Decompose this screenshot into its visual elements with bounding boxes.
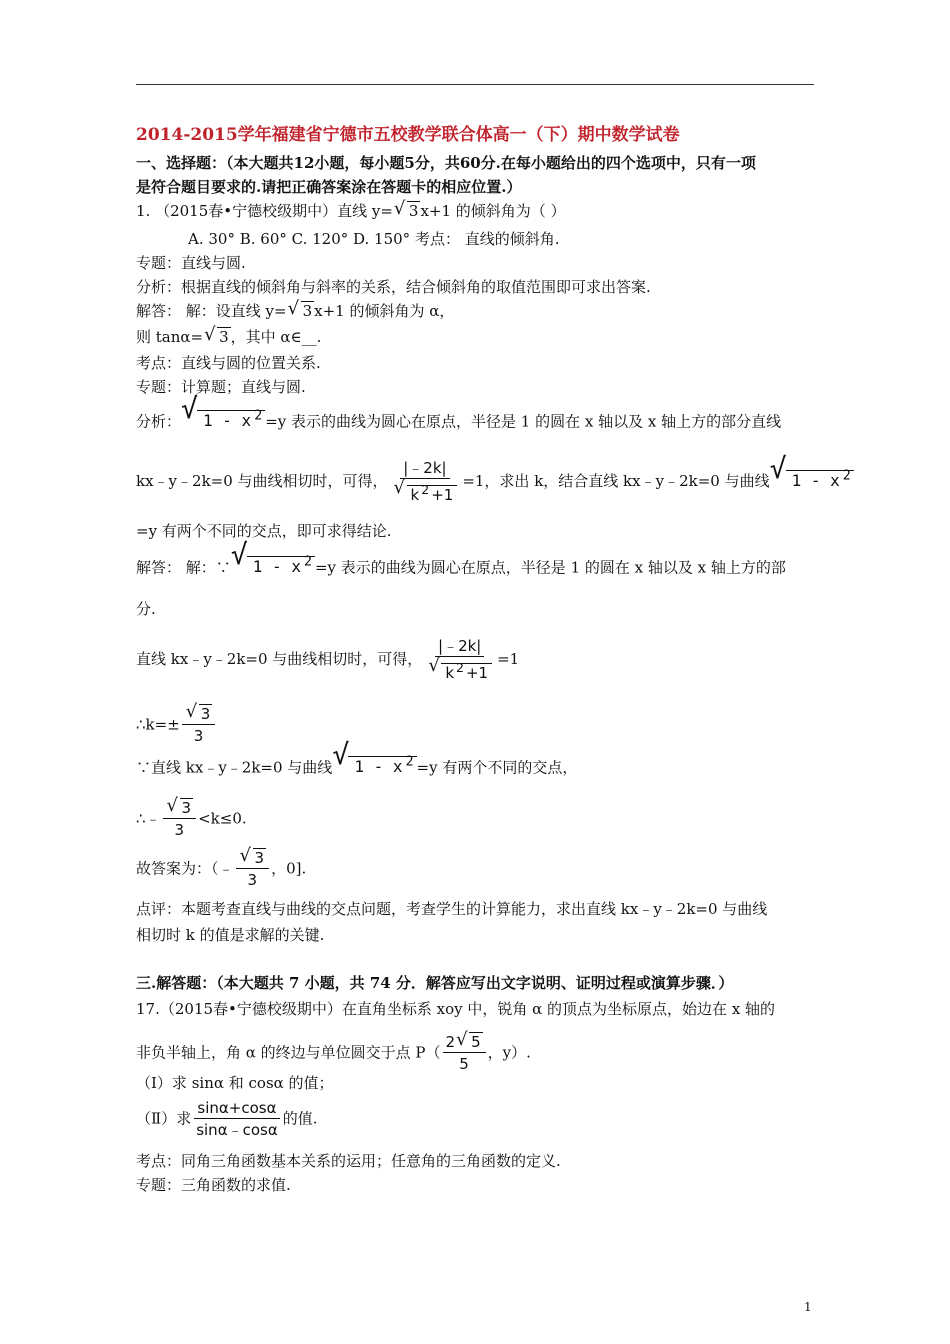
section3-heading: 三.解答题：（本大题共 7 小题，共 74 分．解答应写出文字说明、证明过程或演算步骤．） — [136, 974, 734, 992]
sqrt-1-minus-x2: √ 1 - x $^2$ — [770, 466, 854, 492]
q2-answer: 故答案为：（﹣ √ $\frac{3}{3}$ ，0]. — [136, 848, 306, 891]
q1-options: A. 30° B. 60° C. 120° D. 150° 考点： 直线的倾斜角. — [188, 230, 560, 248]
q2-jieda: 解答： 解：∵√ 1 - x $^2$ =y 表示的曲线为圆心在原点，半径是 1 的圆在 x 轴以及 x 轴上方的部 — [136, 552, 786, 578]
fraction-sqrt3-over-3: √ $\frac{3}{3}$ — [236, 848, 270, 891]
q2-fen: 分. — [136, 600, 156, 618]
q17-line1: 17.（2015春•宁德校级期中）在直角坐标系 xoy 中，锐角 α 的顶点为坐标原点，始边在 x 轴的 — [136, 1000, 776, 1018]
q2-pingyu-line1: 点评：本题考查直线与曲线的交点问题，考查学生的计算能力，求出直线 kx﹣y﹣2k=0 与曲线 — [136, 900, 768, 918]
section1-heading-line2: 是符合题目要求的.请把正确答案涂在答题卡的相应位置.） — [136, 178, 522, 196]
sqrt3: √ 3 — [394, 200, 421, 222]
q2-fenxi-line2: kx﹣y﹣2k=0 与曲线相切时，可得， |﹣2k| √ k $^2$ +1 =1，求出 k，结合直线 kx﹣y﹣2k=0 与曲线√ 1 - x $^2$ — [136, 458, 854, 506]
fraction-sqrt3-over-3: √ $\frac{3}{3}$ — [182, 704, 216, 747]
fraction-sin-cos: $\frac{\sin\alpha+\cos\alpha}{\sin\alpha﹣\cos\alpha}$ — [196, 1099, 278, 1139]
q1-jieda: 解答： 解：设直线 y=√ 3 x+1 的倾斜角为 α， — [136, 300, 454, 322]
page-title: 2014-2015学年福建省宁德市五校教学联合体高一（下）期中数学试卷 — [136, 125, 680, 145]
q17-line2: 非负半轴上，角 α 的终边与单位圆交于点 P（ $\frac{2√ 5}{5}$ ，y）. — [136, 1032, 531, 1075]
sqrt-1-minus-x2: √ 1 - x $^2$ — [231, 552, 315, 578]
sqrt-1-minus-x2: √ 1 - x $^2$ — [181, 406, 265, 432]
q2-because: ∵直线 kx﹣y﹣2k=0 与曲线√ 1 - x $^2$ =y 有两个不同的交点， — [136, 752, 577, 778]
q17-part1: （Ⅰ）求 sinα 和 cosα 的值； — [136, 1074, 334, 1092]
section1-heading-line1: 一、选择题：（本大题共12小题，每小题5分，共60分.在每小题给出的四个选项中，只有一项 — [136, 154, 756, 172]
q17-zhuanti: 专题：三角函数的求值. — [136, 1176, 291, 1194]
q2-fenxi: 分析：√ 1 - x $^2$ =y 表示的曲线为圆心在原点，半径是 1 的圆在 x 轴以及 x 轴上方的部分直线 — [136, 406, 781, 432]
q1-stem-tail: x+1 的倾斜角为（ ） — [420, 202, 566, 220]
q2-zhuanti: 专题：计算题；直线与圆. — [136, 378, 306, 396]
q17-kaodian: 考点：同角三角函数基本关系的运用；任意角的三角函数的定义. — [136, 1152, 561, 1170]
sqrt-1-minus-x2: √ 1 - x $^2$ — [332, 752, 416, 778]
q1-stem — [136, 200, 566, 222]
fraction-2sqrt5-over-5: $\frac{2√ 5}{5}$ — [443, 1032, 486, 1075]
q17-part2: （Ⅱ）求 $\frac{\sin\alpha+\cos\alpha}{\sin\alpha﹣\cos\alpha}$ 的值. — [136, 1099, 318, 1139]
q1-stem-text: 1. （2015春•宁德校级期中）直线 y= — [136, 202, 393, 220]
fraction-tangent: |﹣2k| √ k $^2$ +1 — [390, 458, 461, 506]
q2-k-value: ∴k=± √ $\frac{3}{3}$ — [136, 704, 217, 747]
sqrt3: √ 3 — [204, 326, 231, 348]
fraction-tangent: |﹣2k| √ k $^2$ +1 — [424, 636, 495, 684]
q1-ze: 则 tanα=√ 3 ，其中 α∈__. — [136, 326, 321, 348]
q2-tangent: 直线 kx﹣y﹣2k=0 与曲线相切时，可得， |﹣2k| √ k $^2$ +1 =1 — [136, 636, 519, 684]
page-number: 1 — [804, 1300, 812, 1314]
q2-range: ∴﹣ √ $\frac{3}{3}$ <k≤0. — [136, 798, 247, 841]
header-rule — [136, 84, 814, 85]
q1-zhuanti: 专题：直线与圆. — [136, 254, 246, 272]
sqrt3: √ 3 — [288, 300, 315, 322]
q1-fenxi: 分析：根据直线的倾斜角与斜率的关系，结合倾斜角的取值范围即可求出答案. — [136, 278, 651, 296]
q2-fenxi-line3: =y 有两个不同的交点，即可求得结论. — [136, 522, 392, 540]
q2-pingyu-line2: 相切时 k 的值是求解的关键. — [136, 926, 325, 944]
fraction-sqrt3-over-3: √ $\frac{3}{3}$ — [163, 798, 197, 841]
q2-kaodian: 考点：直线与圆的位置关系. — [136, 354, 321, 372]
